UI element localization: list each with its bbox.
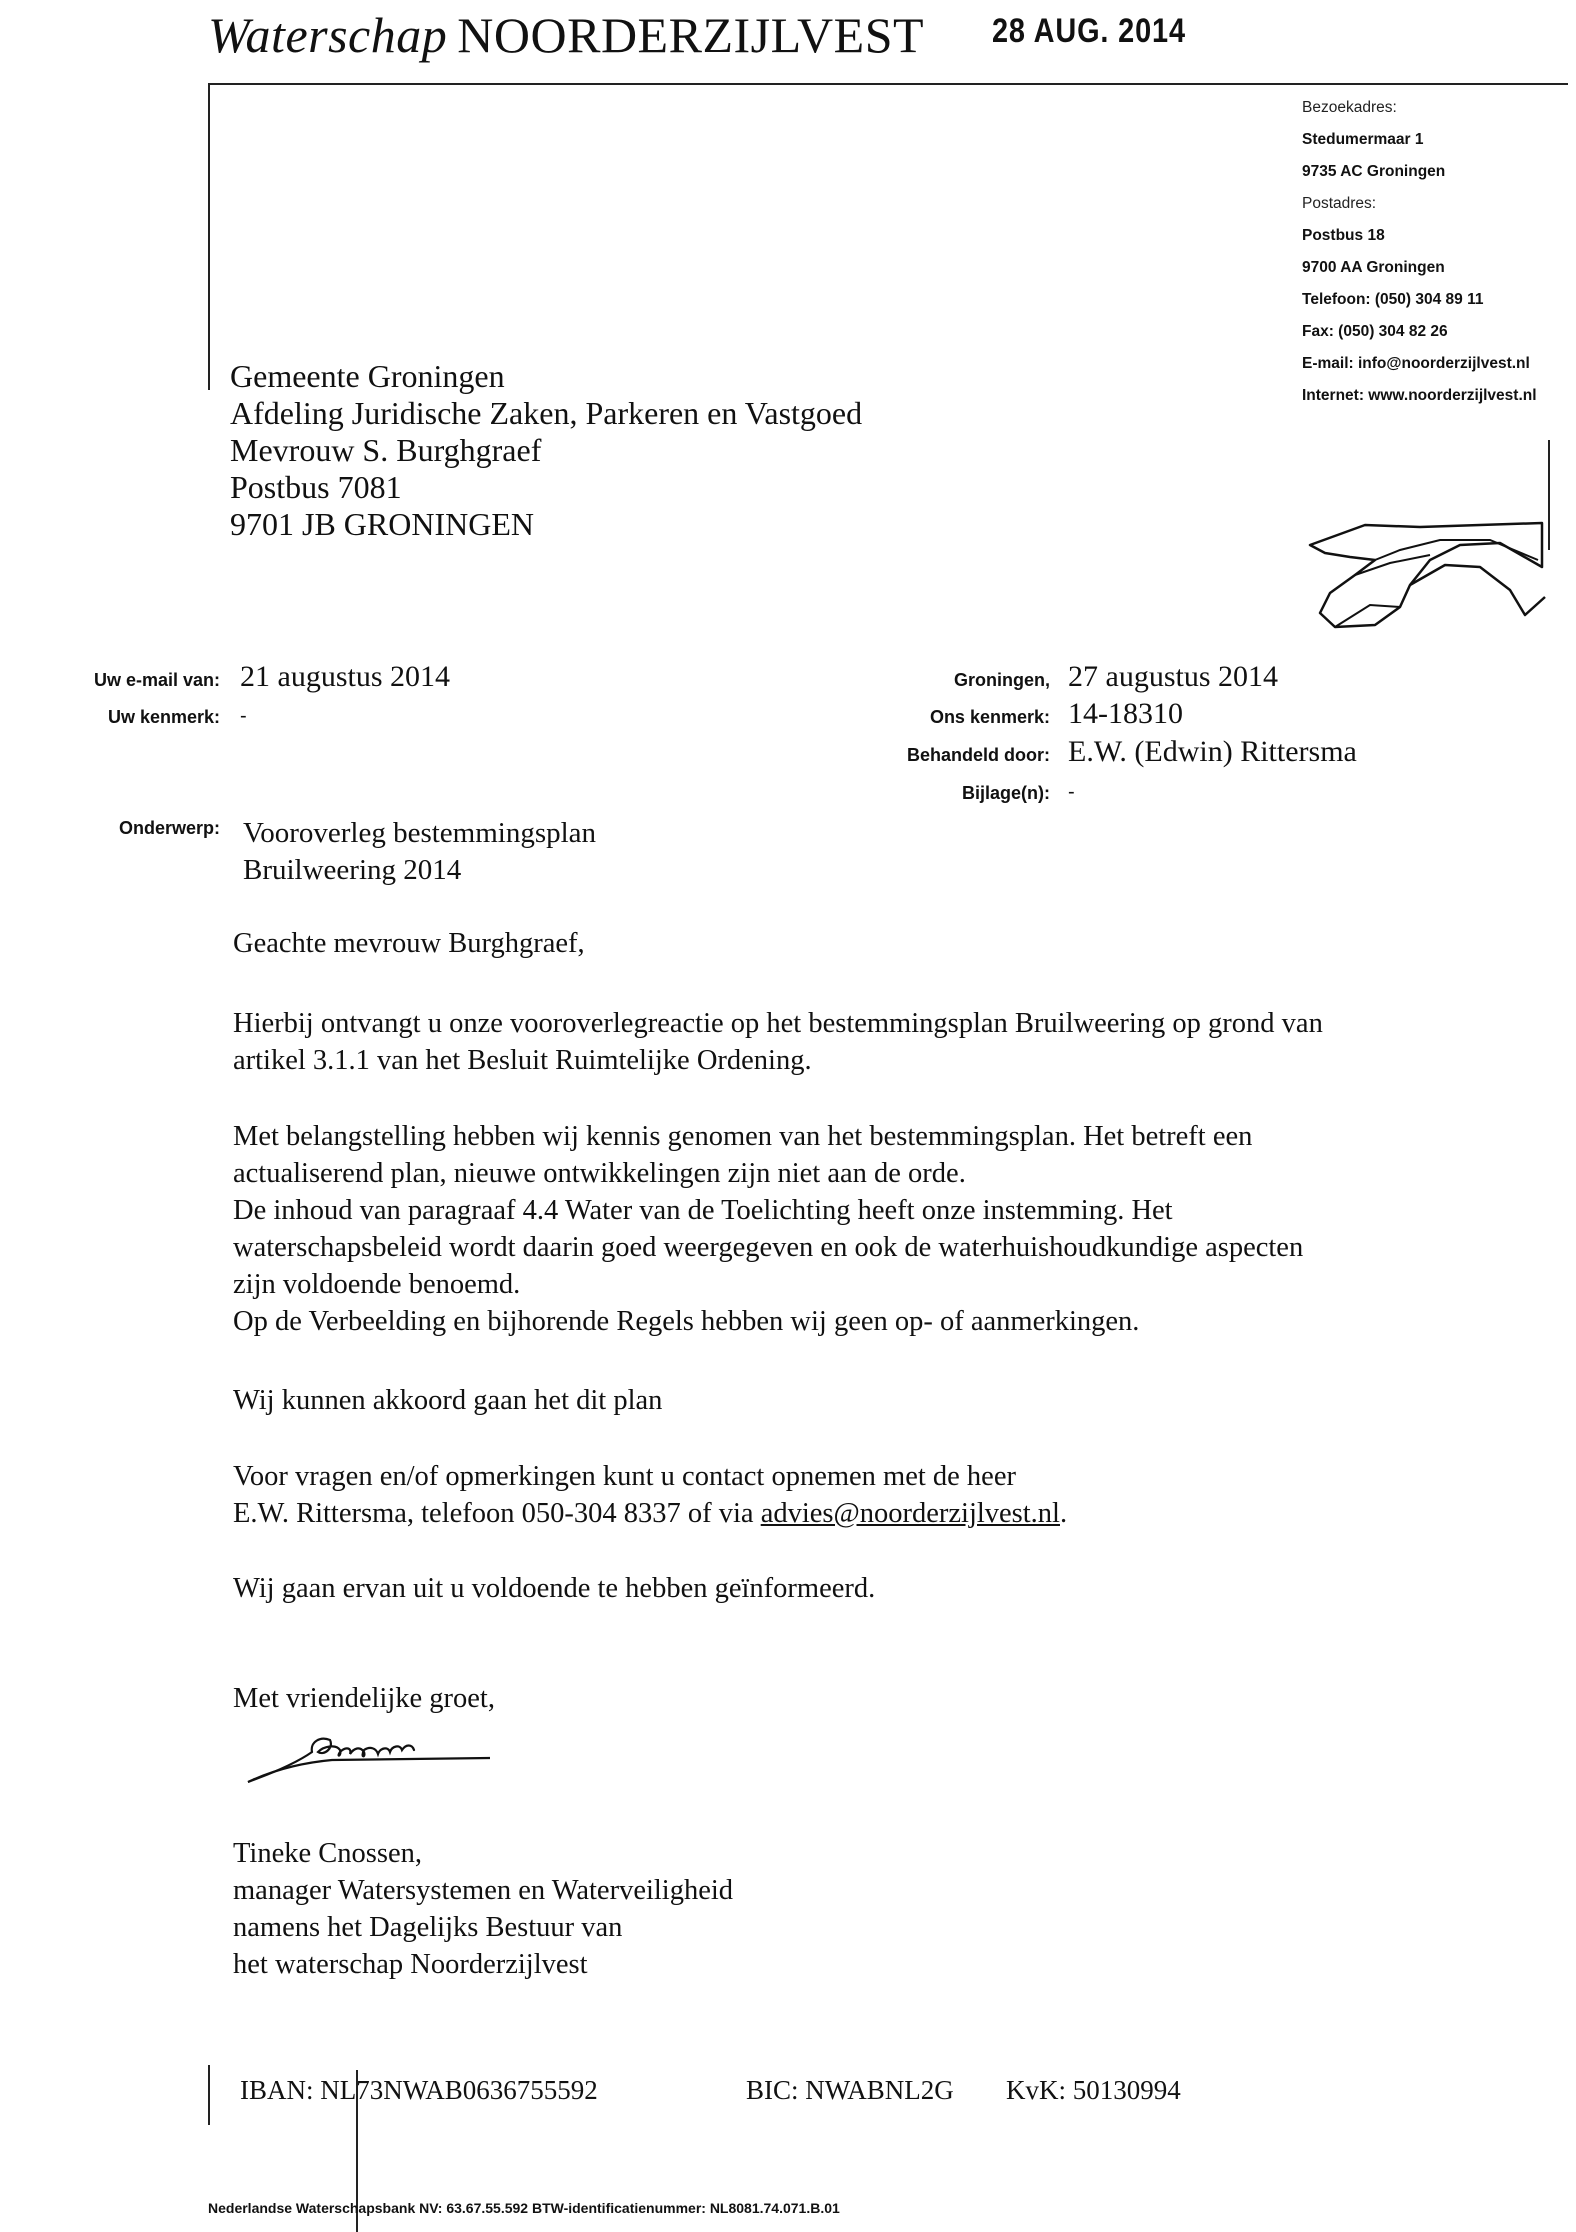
paragraph-informed: Wij gaan ervan uit u voldoende te hebben geïnformeerd. — [233, 1573, 876, 1604]
assessment-line-5: zijn voldoende benoemd. — [233, 1269, 521, 1300]
brand-word-waterschap: Waterschap — [208, 7, 448, 63]
waterschap-logo — [1280, 505, 1560, 650]
contact-line-2-end: . — [1059, 1498, 1068, 1529]
your-reference-value: - — [240, 705, 247, 727]
our-reference-label: Ons kenmerk: — [929, 707, 1050, 727]
signatory-title-1: manager Watersystemen en Waterveiligheid — [233, 1875, 734, 1906]
letterhead-brand — [208, 6, 924, 64]
kvk-number: KvK: 50130994 — [1006, 2075, 1181, 2105]
attachments-label: Bijlage(n): — [962, 783, 1050, 803]
recipient-address — [230, 358, 862, 543]
bank-vat-line: Nederlandse Waterschapsbank NV: 63.67.55.592 BTW-identificatienummer: NL8081.74.071.B.01 — [208, 2200, 840, 2216]
brand-word-name: NOORDERZIJLVEST — [457, 7, 925, 63]
post-city: 9700 AA Groningen — [1302, 259, 1445, 276]
post-box: Postbus 18 — [1302, 227, 1385, 244]
place-label: Groningen, — [954, 670, 1050, 690]
recipient-line-4: Postbus 7081 — [230, 469, 402, 505]
visit-address-label: Bezoekadres: — [1302, 99, 1397, 116]
salutation: Geachte mevrouw Burghgraef, — [233, 928, 585, 959]
contact-line-2-text: E.W. Rittersma, telefoon 050-304 8337 of via — [233, 1498, 761, 1529]
our-reference-value: 14-18310 — [1068, 697, 1183, 730]
subject-line-2: Bruilweering 2014 — [243, 854, 462, 886]
contact-line-2 — [233, 1495, 1533, 1532]
handled-by-label: Behandeld door: — [907, 745, 1050, 765]
bic-code: BIC: NWABNL2G — [746, 2075, 954, 2105]
advice-email-link[interactable]: advies@noorderzijlvest.nl — [760, 1498, 1060, 1529]
recipient-line-2: Afdeling Juridische Zaken, Parkeren en Vastgoed — [230, 395, 863, 431]
subject-line-1: Vooroverleg bestemmingsplan — [243, 817, 597, 849]
your-reference-label: Uw kenmerk: — [107, 707, 220, 727]
fax-number: Fax: (050) 304 82 26 — [1302, 323, 1448, 340]
post-address-label: Postadres: — [1302, 195, 1377, 212]
paragraph-assessment — [233, 1118, 1533, 1340]
signatory-title-2: namens het Dagelijks Bestuur van — [233, 1912, 623, 1943]
address-window-rule — [208, 85, 210, 390]
paragraph-agreement: Wij kunnen akkoord gaan het dit plan — [233, 1385, 663, 1416]
received-date-stamp: 28 AUG. 2014 — [992, 12, 1186, 50]
header-rule — [208, 83, 1568, 85]
visit-street: Stedumermaar 1 — [1302, 131, 1424, 148]
your-email-label: Uw e-mail van: — [93, 670, 220, 690]
assessment-line-4: waterschapsbeleid wordt daarin goed weergegeven en ook de waterhuishoudkundige aspecten — [233, 1232, 1304, 1263]
recipient-line-5: 9701 JB GRONINGEN — [230, 506, 534, 542]
letter-date: 27 augustus 2014 — [1068, 660, 1278, 693]
signature-icon — [240, 1722, 500, 1792]
waterschap-logo-icon — [1280, 505, 1560, 645]
paragraph-intro — [233, 1005, 1533, 1079]
recipient-line-1: Gemeente Groningen — [230, 358, 505, 394]
paragraph-intro-line-1: Hierbij ontvangt u onze vooroverlegreactie op het bestemmingsplan Bruilweering op grond van — [233, 1008, 1323, 1039]
subject-label: Onderwerp: — [118, 818, 220, 838]
your-email-date: 21 augustus 2014 — [240, 660, 450, 693]
handled-by-value: E.W. (Edwin) Rittersma — [1068, 735, 1357, 768]
subject-text — [243, 815, 596, 889]
recipient-line-3: Mevrouw S. Burghgraef — [230, 432, 542, 468]
email-address: E-mail: info@noorderzijlvest.nl — [1302, 355, 1530, 372]
signatory-block — [233, 1835, 1533, 1983]
signatory-title-3: het waterschap Noorderzijlvest — [233, 1949, 588, 1980]
assessment-line-3: De inhoud van paragraaf 4.4 Water van de Toelichting heeft onze instemming. Het — [233, 1195, 1173, 1226]
signatory-name: Tineke Cnossen, — [233, 1838, 422, 1869]
visit-city: 9735 AC Groningen — [1302, 163, 1446, 180]
footer-rule-left — [208, 2065, 210, 2125]
assessment-line-1: Met belangstelling hebben wij kennis genomen van het bestemmingsplan. Het betreft een — [233, 1121, 1253, 1152]
closing-greeting: Met vriendelijke groet, — [233, 1683, 495, 1714]
margin-rule — [1548, 440, 1550, 550]
paragraph-contact — [233, 1458, 1533, 1532]
phone-number: Telefoon: (050) 304 89 11 — [1302, 291, 1484, 308]
website-address: Internet: www.noorderzijlvest.nl — [1302, 387, 1537, 404]
handwritten-signature — [240, 1722, 500, 1797]
iban-number: IBAN: NL73NWAB0636755592 — [240, 2075, 598, 2105]
contact-block — [1302, 92, 1537, 412]
assessment-line-2: actualiserend plan, nieuwe ontwikkelingen zijn niet aan de orde. — [233, 1158, 966, 1189]
attachments-value: - — [1068, 781, 1075, 803]
paragraph-intro-line-2: artikel 3.1.1 van het Besluit Ruimtelijke Ordening. — [233, 1045, 812, 1076]
contact-line-1: Voor vragen en/of opmerkingen kunt u contact opnemen met de heer — [233, 1461, 1016, 1492]
assessment-line-6: Op de Verbeelding en bijhorende Regels hebben wij geen op- of aanmerkingen. — [233, 1306, 1140, 1337]
